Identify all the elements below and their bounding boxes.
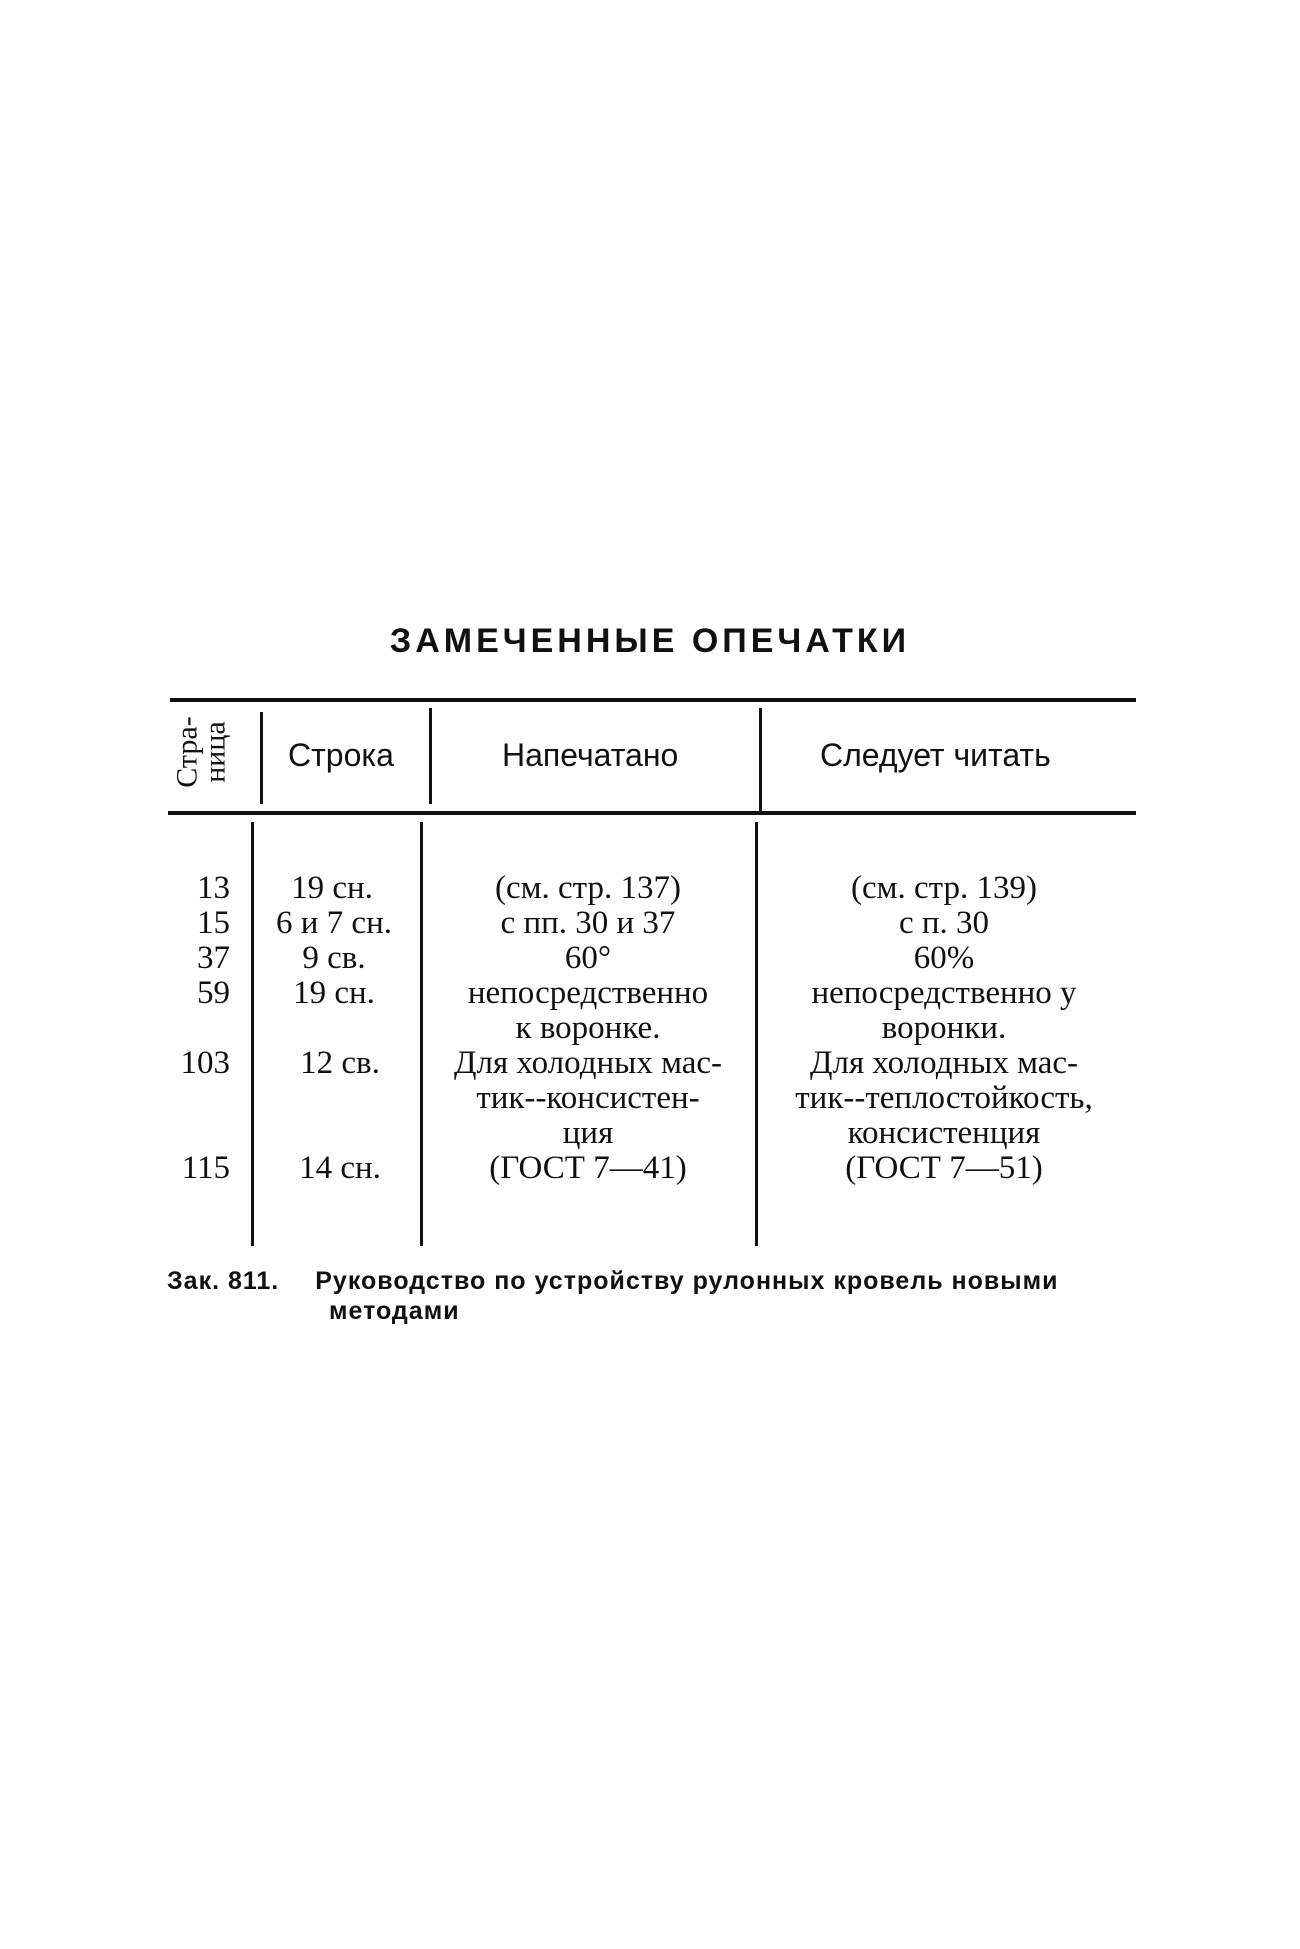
header-divider-2 — [429, 708, 432, 804]
top-rule — [170, 698, 1136, 702]
row-page: 15 — [197, 905, 230, 941]
header-divider-3 — [759, 708, 762, 814]
row-should-read: воронки. — [881, 1010, 1007, 1046]
row-line: 14 сн. — [299, 1150, 381, 1186]
row-printed: Для холодных мас- — [453, 1045, 723, 1081]
header-divider-1 — [260, 712, 263, 804]
page-title: ЗАМЕЧЕННЫЕ ОПЕЧАТКИ — [389, 622, 911, 660]
header-page-bottom: ница — [199, 721, 232, 783]
order-text-line1: Руководство по устройству рулонных кровель новыми — [315, 1267, 1059, 1295]
header-line: Строка — [288, 737, 394, 773]
row-printed: непосредственно — [467, 975, 709, 1011]
row-should-read: (см. стр. 139) — [851, 870, 1037, 906]
header-rule — [168, 811, 1136, 815]
row-printed: тик--консистен- — [476, 1080, 700, 1116]
header-page — [162, 702, 242, 802]
order-number: Зак. 811. — [167, 1267, 280, 1295]
header-printed: Напечатано — [502, 737, 679, 773]
row-page: 59 — [197, 975, 230, 1011]
row-should-read: с п. 30 — [898, 905, 990, 941]
row-should-read: (ГОСТ 7—51) — [845, 1150, 1043, 1186]
row-printed: 60° — [564, 940, 612, 976]
order-text-line2: методами — [329, 1297, 460, 1325]
row-should-read: 60% — [913, 940, 975, 976]
row-should-read: тик--теплостойкость, — [795, 1080, 1093, 1116]
row-should-read: Для холодных мас- — [809, 1045, 1079, 1081]
row-printed: ция — [562, 1115, 614, 1151]
row-line: 19 сн. — [293, 975, 375, 1011]
row-page: 37 — [197, 940, 230, 976]
row-line: 9 св. — [302, 940, 366, 976]
row-page: 13 — [197, 870, 230, 906]
row-printed: (см. стр. 137) — [495, 870, 681, 906]
row-line: 6 и 7 сн. — [276, 905, 392, 941]
row-should-read: консистенция — [847, 1115, 1041, 1151]
row-page: 103 — [180, 1045, 230, 1081]
row-printed: к воронке. — [515, 1010, 661, 1046]
row-page: 115 — [181, 1150, 230, 1186]
row-line: 12 св. — [300, 1045, 380, 1081]
row-printed: с пп. 30 и 37 — [500, 905, 676, 941]
row-line: 19 сн. — [291, 870, 373, 906]
header-should-read: Следует читать — [820, 737, 1051, 773]
row-should-read: непосредственно у — [811, 975, 1077, 1011]
header-page-top: Стра- — [171, 716, 204, 788]
row-printed: (ГОСТ 7—41) — [489, 1150, 687, 1186]
order-note — [167, 1266, 1059, 1326]
